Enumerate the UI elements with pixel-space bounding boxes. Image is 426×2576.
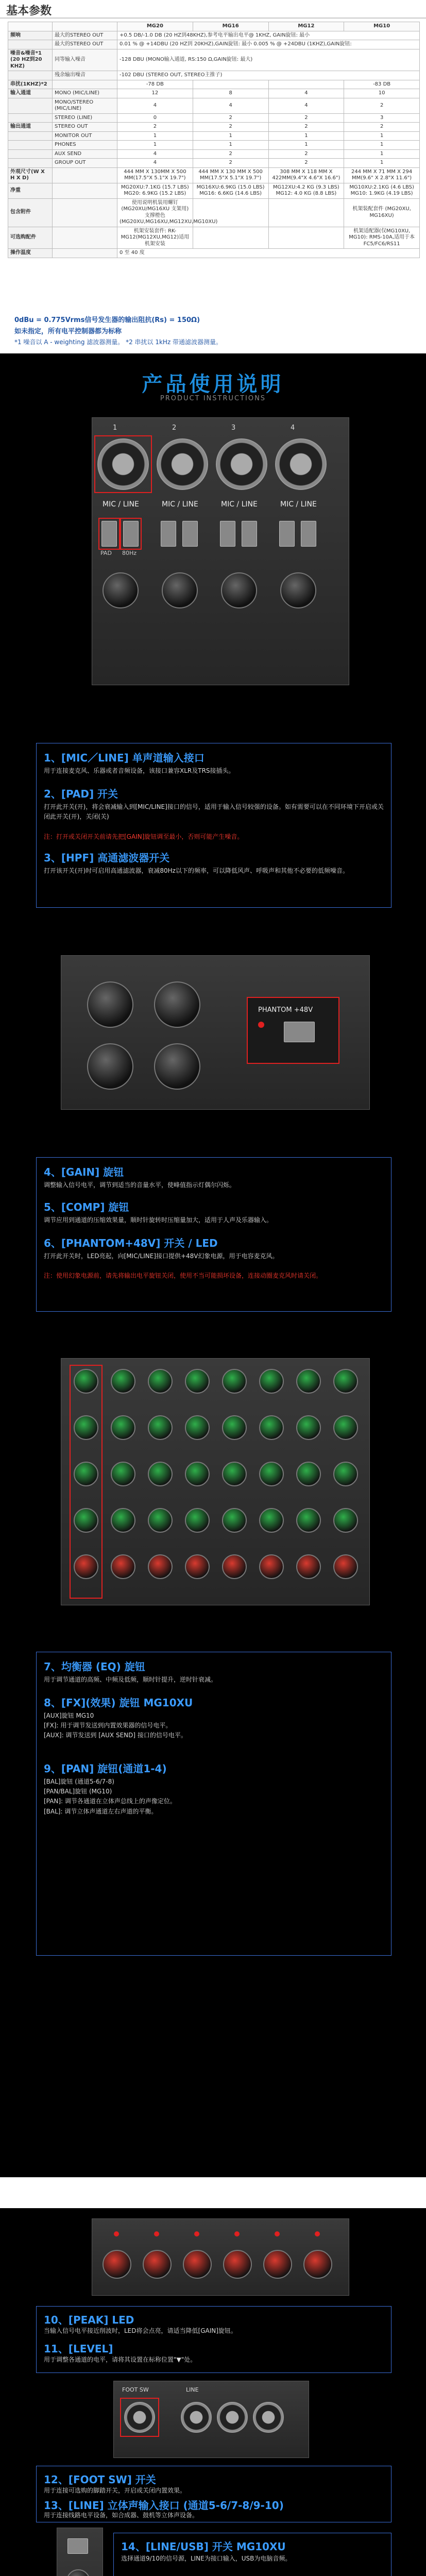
line-jack[interactable] [253,2402,284,2433]
item-text: [AUX]旋钮 MG10 [FX]: 用于调节发送到内置效果器的信号电平。 [AUX]: 调节发送到 [AUX SEND] 接口的信号电平。 [44,1712,187,1739]
spec-value: 2 [344,123,420,132]
spec-value: 2 [268,149,344,159]
input-panel-photo [92,417,349,685]
line-label: LINE [186,2386,199,2393]
spec-label: 最大的STEREO OUT [53,40,117,49]
col-mg12: MG12 [268,22,344,31]
spec-header-row [8,22,420,31]
spec-value: 4 [117,149,193,159]
spec-value: 4 [268,89,344,98]
mic-line-label: MIC / LINE [103,500,139,509]
gain-knob[interactable] [87,981,133,1028]
spec-table [8,22,420,258]
eq-knob[interactable] [222,1369,247,1394]
item-title: 14、[LINE/USB] 开关 MG10XU [121,2540,286,2553]
eq-knob[interactable] [111,1462,135,1486]
note-dbu: 0dBu = 0.775Vrms信号发生器的输出阻抗(Rs) = 150Ω) [14,316,200,324]
item-text: [BAL]旋钮 (通道5-6/7-8) [PAN/BAL]旋钮 (MG10) [PAN]: 调节各通道在立体声总线上的声像定位。 [BAL]: 调节立体声通道左右声道的平衡。 [44,1778,176,1815]
spec-value: 2 [268,113,344,123]
mic-line-label: MIC / LINE [280,500,317,509]
spec-value [193,227,268,249]
spec-row [8,49,420,71]
item-text: 调节应用到通道的压缩效果量，顺时针旋转时压缩量加大，适用于人声及乐器输入。 [44,1216,273,1224]
spec-group: 可选购配件 [8,227,53,249]
hpf-switch[interactable] [182,521,198,547]
desc-box-1 [36,743,391,908]
item-title: 7、均衡器 (EQ) 旋钮 [44,1660,145,1673]
xlr-jack[interactable] [157,438,208,490]
spec-row [8,98,420,113]
spec-group [8,149,53,159]
mic-line-label: MIC / LINE [221,500,258,509]
spec-value: 1 [193,131,268,141]
highlight-box [98,518,120,550]
spec-label: 同等输入噪音 [53,49,117,71]
item-text: 用于调节通道的高频、中频及低频，顺时针提升，逆时针衰减。 [44,1676,217,1683]
spec-group [8,71,53,80]
eq-knob[interactable] [296,1415,321,1440]
spec-group: 输出通道 [8,123,53,132]
eq-knob[interactable] [259,1508,284,1533]
highlight-box [94,435,152,493]
spec-group [8,98,53,113]
eq-knob[interactable] [111,1554,135,1579]
col-mg20: MG20 [117,22,193,31]
eq-knob[interactable] [333,1415,358,1440]
desc-box-2 [36,1157,391,1312]
spec-row [8,71,420,80]
spec-label: 残余输出噪音 [53,71,117,80]
spec-value: MG16XU:6.9KG (15.0 LBS) MG16: 6.6KG (14.6 LBS) [193,183,268,198]
gain-knob[interactable] [162,572,198,608]
spec-group [8,141,53,150]
spec-value: 2 [193,123,268,132]
spec-label [53,183,117,198]
note-weighting: *1 噪音以 A - weighting 滤波器测量。 *2 串扰以 1kHz 带通滤波器测量。 [14,338,223,346]
eq-knob[interactable] [111,1369,135,1394]
pad-label: PAD [100,550,112,556]
spec-value: MG10XU:2.1KG (4.6 LBS) MG10: 1.9KG (4.19 LBS) [344,183,420,198]
spec-value: 2 [193,113,268,123]
spec-row [8,40,420,49]
highlight-box [120,2398,159,2437]
pad-switch[interactable] [161,521,176,547]
eq-knob[interactable] [333,1369,358,1394]
item-title: 1、[MIC／LINE] 单声道输入接口 [44,752,205,764]
eq-knob[interactable] [148,1462,173,1486]
item-title: 4、[GAIN] 旋钮 [44,1166,124,1178]
peak-led [194,2231,199,2236]
eq-panel-photo [61,1358,370,1605]
channel-strip-photo [57,2528,103,2576]
peak-led [275,2231,280,2236]
spec-group: 净重 [8,183,53,198]
ch-label: 2 [172,424,177,432]
eq-knob[interactable] [333,1508,358,1533]
spec-value: 12 [117,89,193,98]
spec-row [8,141,420,150]
eq-knob[interactable] [185,1369,210,1394]
line-input-photo [113,2381,309,2458]
spec-group [8,131,53,141]
spec-value: 2 [268,159,344,168]
spec-value: 2 [193,159,268,168]
spec-value: 308 MM X 118 MM X 422MM(9.4"X 4.6"X 16.6") [268,167,344,183]
spec-value: 2 [268,123,344,132]
item-text: 用于连接线路电平设备，如合成器、鼓机等立体声设备。 [44,2512,199,2519]
foot-sw-label: FOOT SW [122,2386,149,2393]
section-gap [0,2177,426,2208]
spec-group: 噪音&噪音*1 (20 HZ到20 KHZ) [8,49,53,71]
spec-group: 频响 [8,31,53,40]
pad-switch[interactable] [220,521,235,547]
spec-value: 机架安装套件: RK-MG12(MG12XU,MG12)适用机架安装 [117,227,193,249]
eq-knob[interactable] [148,1415,173,1440]
spec-label: STEREO OUT [53,123,117,132]
spec-value: 4 [193,98,268,113]
gain-knob[interactable] [221,572,257,608]
spec-value [268,227,344,249]
xlr-jack[interactable] [275,438,327,490]
eq-knob[interactable] [296,1369,321,1394]
hpf-switch[interactable] [301,521,316,547]
spec-group [8,159,53,168]
item-title: 3、[HPF] 高通滤波器开关 [44,852,170,864]
eq-knob[interactable] [333,1462,358,1486]
comp-knob[interactable] [87,1043,133,1090]
eq-knob[interactable] [222,1554,247,1579]
eq-knob[interactable] [296,1554,321,1579]
eq-knob[interactable] [259,1369,284,1394]
spec-label: 最大的STEREO OUT [53,31,117,40]
xlr-jack[interactable] [216,438,267,490]
spec-group: 外观尺寸(W X H X D) [8,167,53,183]
spec-group: 串扰(1KHZ)*2 [8,80,53,89]
gain-knob[interactable] [154,981,200,1028]
spec-label: PHONES [53,141,117,150]
item-text: 打开该开关(开)时可启用高通滤波器，衰减80Hz以下的频率，可以降低风声、呼吸声和其他不必要的低频噪音。 [44,867,349,874]
peak-level-photo [92,2218,349,2296]
spec-value [193,80,268,89]
spec-value: -78 DB [117,80,193,89]
spec-label: MONO/STEREO (MIC/LINE) [53,98,117,113]
phantom-led [258,1022,264,1028]
item-title: 10、[PEAK] LED [44,2314,134,2326]
eq-knob[interactable] [185,1415,210,1440]
spec-row [8,113,420,123]
spec-value: 1 [344,149,420,159]
spec-label: AUX SEND [53,149,117,159]
line-usb-switch[interactable] [67,2538,88,2554]
item-title: 12、[FOOT SW] 开关 [44,2473,156,2486]
spec-label: MONO (MIC/LINE) [53,89,117,98]
spec-value: 机架适配器(仅MG10XU, MG10): RMS-10A,适用于本 FC5/FC6/RS11 [344,227,420,249]
page-title: 基本参数 [6,5,52,18]
eq-knob[interactable] [333,1554,358,1579]
phantom-switch[interactable] [284,1022,315,1042]
section-subtitle: PRODUCT INSTRUCTIONS [160,395,266,402]
spec-row [8,183,420,198]
item-text: 打开此开关(开)，将会衰减输入到[MIC/LINE]接口的信号，适用于输入信号较强的设备。如有需要可以在不同环境下开启或关闭此开关(开)，关闭(关) [44,803,384,821]
spec-group [8,40,53,49]
level-knob[interactable] [103,2250,131,2279]
spec-value: 1 [344,159,420,168]
ch-label: 1 [113,424,117,432]
pad-switch[interactable] [279,521,295,547]
spec-label [53,80,117,89]
gain-knob[interactable] [103,572,139,608]
desc-box-4 [36,2306,391,2373]
spec-value: 4 [268,98,344,113]
spec-value: 8 [193,89,268,98]
spec-row [8,159,420,168]
spec-value: 0.01 % @ +14DBU (20 HZ到 20KHZ),GAIN旋钮: 最小 0.005 % @ +24DBU (1KHZ),GAIN旋钮: [117,40,420,49]
eq-knob[interactable] [111,1415,135,1440]
spec-value: 244 MM X 71 MM X 294 MM(9.6" X 2.8"X 11.6") [344,167,420,183]
eq-knob[interactable] [222,1508,247,1533]
eq-knob[interactable] [148,1554,173,1579]
spec-row [8,123,420,132]
spec-label [53,198,117,227]
spec-row [8,198,420,227]
spec-group [8,113,53,123]
desc-box-3 [36,1652,391,1956]
eq-knob[interactable] [185,1508,210,1533]
item-title: 2、[PAD] 开关 [44,788,118,800]
spec-row [8,89,420,98]
highlight-box [70,1365,103,1599]
spec-value: 机架装配套件 (MG20XU, MG16XU) [344,198,420,227]
line-jack[interactable] [181,2402,212,2433]
spec-label: GROUP OUT [53,159,117,168]
spec-value: 1 [117,141,193,150]
hpf-switch[interactable] [242,521,257,547]
level-knob[interactable] [263,2250,292,2279]
desc-box-6 [113,2533,391,2576]
level-knob[interactable] [143,2250,172,2279]
spec-group: 输入通道 [8,89,53,98]
spec-value: -83 DB [344,80,420,89]
level-knob[interactable] [183,2250,212,2279]
spec-value: MG12XU:4.2 KG (9.3 LBS) MG12: 4.0 KG (8.8 LBS) [268,183,344,198]
spec-label [53,249,117,258]
item-text: 打开此开关时，LED亮起，向[MIC/LINE]接口提供+48V幻象电源，用于电容麦克风。 [44,1252,279,1260]
instructions-section [0,353,426,2177]
eq-knob[interactable] [259,1415,284,1440]
level-knob[interactable] [223,2250,252,2279]
header [0,0,426,19]
eq-knob[interactable] [259,1462,284,1486]
spec-value: 0 [117,113,193,123]
ch-label: 3 [231,424,236,432]
spec-value [268,80,344,89]
item-text: 当输入信号电平接近削波时，LED将会点亮，请适当降低[GAIN]旋钮。 [44,2327,237,2334]
line-jack[interactable] [217,2402,248,2433]
spec-value: 3 [344,113,420,123]
spec-value: 使用说明机装用螺钉(MG20XU/MG16XU 支架用) 支撑橙色(MG20XU,MG16XU,MG12XU,MG10XU) [117,198,193,227]
header-divider [0,18,426,19]
item-text: 用于连接麦克风、乐器或者音频设备，该接口兼容XLR及TRS接插头。 [44,767,235,774]
spec-value: 4 [117,98,193,113]
section-title: 产品使用说明 [142,372,284,396]
spec-value: -128 DBU (MONO输入通道, RS:150 Ω,GAIN旋钮: 最大) [117,49,420,71]
peak-led [154,2231,159,2236]
spec-value: 10 [344,89,420,98]
comp-knob[interactable] [154,1043,200,1090]
spec-value: 1 [344,141,420,150]
col-mg16: MG16 [193,22,268,31]
ch-label: 4 [291,424,295,432]
item-text: 选择通道9/10的信号源，LINE为接口输入，USB为电脑音频。 [121,2555,292,2562]
peak-led [234,2231,240,2236]
eq-knob[interactable] [148,1369,173,1394]
item-title: 6、[PHANTOM+48V] 开关 / LED [44,1237,218,1249]
spec-row [8,131,420,141]
item-warning: 注：使用幻象电源前，请先将输出电平旋钮关闭，使用不当可能损坏设备，连接动圈麦克风时请关闭。 [44,1272,322,1279]
spec-row [8,249,420,258]
spec-group: 包含附件 [8,198,53,227]
eq-knob[interactable] [259,1554,284,1579]
eq-knob[interactable] [148,1508,173,1533]
spec-value: -102 DBU (STEREO OUT, STEREO主推子) [117,71,420,80]
spec-value: 1 [117,131,193,141]
knob[interactable] [66,2569,90,2576]
note-nominal: 如未指定，所有电平控制器都为标称 [14,328,122,335]
spec-value: 2 [117,123,193,132]
spec-value: +0.5 DB/-1.0 DB (20 HZ到48KHZ),参考电平输出电平@ 1KHZ, GAIN旋钮: 最小 [117,31,420,40]
spec-label: MONITOR OUT [53,131,117,141]
spec-row [8,80,420,89]
peak-led [315,2231,320,2236]
spec-value: 1 [344,131,420,141]
spec-value: 4 [117,159,193,168]
phantom-label: PHANTOM +48V [258,1006,313,1014]
peak-led [114,2231,119,2236]
spec-row [8,31,420,40]
spec-row [8,167,420,183]
item-text: 用于调整各通道的电平，请将其设置在标称位置"▼"处。 [44,2356,197,2363]
spec-value: 1 [268,131,344,141]
spec-value: 444 MM X 130MM X 500 MM(17.5"X 5.1"X 19.7") [117,167,193,183]
spec-value: 0 至 40 度 [117,249,420,258]
mic-line-label: MIC / LINE [162,500,198,509]
col-mg10: MG10 [344,22,420,31]
eq-knob[interactable] [296,1508,321,1533]
instructions-section-2 [0,2208,426,2576]
spec-group: 操作温度 [8,249,53,258]
spec-row [8,227,420,249]
spec-value [268,198,344,227]
hpf-label: 80Hz [122,550,137,556]
spec-label: STEREO (LINE) [53,113,117,123]
level-knob[interactable] [303,2250,332,2279]
spec-value: 2 [193,149,268,159]
item-title: 5、[COMP] 旋钮 [44,1201,129,1213]
spec-value: MG20XU:7.1KG (15.7 LBS) MG20: 6.9KG (15.2 LBS) [117,183,193,198]
item-title: 13、[LINE] 立体声输入接口 (通道5-6/7-8/9-10) [44,2499,284,2512]
item-title: 9、[PAN] 旋钮(通道1-4) [44,1762,167,1775]
eq-knob[interactable] [296,1462,321,1486]
spec-label [53,167,117,183]
item-title: 11、[LEVEL] [44,2343,113,2355]
gain-knob[interactable] [280,572,316,608]
spec-value: 444 MM X 130 MM X 500 MM(17.5"X 5.1"X 19.7") [193,167,268,183]
eq-knob[interactable] [222,1462,247,1486]
desc-box-5 [36,2466,391,2522]
item-text: 调整输入信号电平，调节到适当的音量水平，使峰值指示灯偶尔闪烁。 [44,1181,236,1189]
item-warning: 注：打开或关闭开关前请先把[GAIN]旋钮调至最小，否则可能产生噪音。 [44,833,244,840]
spec-label [53,227,117,249]
item-title: 8、[FX](效果) 旋钮 MG10XU [44,1697,193,1709]
eq-knob[interactable] [185,1554,210,1579]
gain-panel-photo [61,955,370,1110]
highlight-box [120,518,142,550]
spec-value: 1 [268,141,344,150]
spec-value: 2 [344,98,420,113]
spec-value: 1 [193,141,268,150]
eq-knob[interactable] [185,1462,210,1486]
item-text: 用于连接可选购的脚踏开关，开启或关闭内置效果。 [44,2487,186,2494]
phantom-switch-area [247,997,339,1064]
eq-knob[interactable] [111,1508,135,1533]
spec-row [8,149,420,159]
eq-knob[interactable] [222,1415,247,1440]
